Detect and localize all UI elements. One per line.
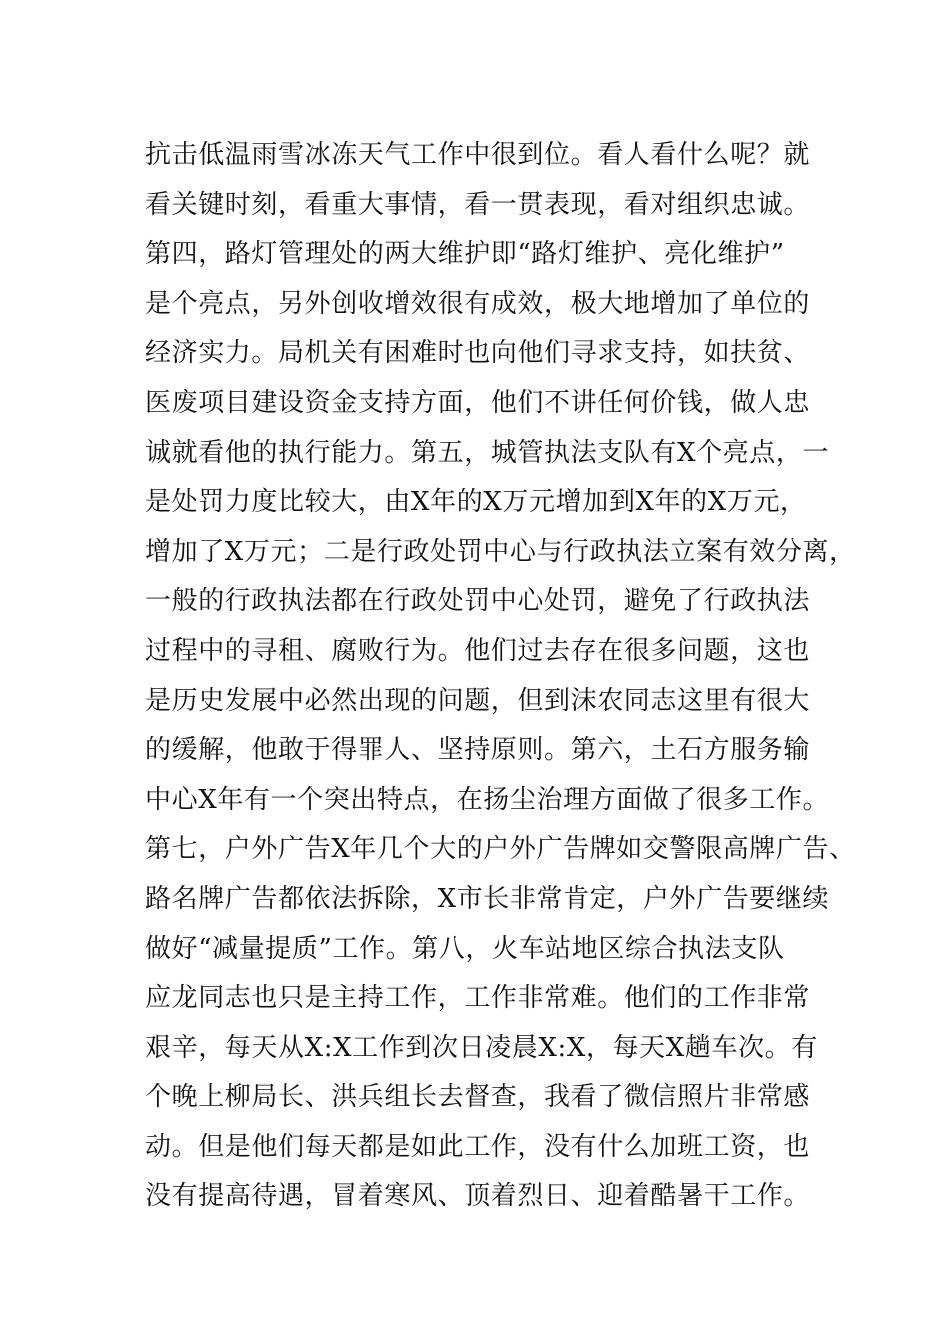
text-line: 第七，户外广告X年几个大的户外广告牌如交警限高牌广告、 <box>145 834 856 865</box>
body-text <box>145 131 856 1222</box>
text-line: 第四，路灯管理处的两大维护即“路灯维护、亮化维护” <box>145 239 785 270</box>
text-line: 一般的行政执法都在行政处罚中心处罚，避免了行政执法 <box>145 586 811 617</box>
text-line: 艰辛，每天从X:X工作到次日凌晨X:X，每天X趟车次。有 <box>145 1032 818 1063</box>
text-line: 是个亮点，另外创收增效很有成效，极大地增加了单位的 <box>145 288 811 319</box>
text-line: 中心X年有一个突出特点，在扬尘治理方面做了很多工作。 <box>145 784 830 815</box>
text-line: 是处罚力度比较大，由X年的X万元增加到X年的X万元， <box>145 487 807 518</box>
text-line: 抗击低温雨雪冰冻天气工作中很到位。看人看什么呢？就 <box>145 140 811 170</box>
text-line: 增加了X万元；二是行政处罚中心与行政执法立案有效分离， <box>145 536 856 567</box>
text-line: 动。但是他们每天都是如此工作，没有什么加班工资，也 <box>145 1131 811 1162</box>
text-line: 医废项目建设资金支持方面，他们不讲任何价钱，做人忠 <box>145 387 811 418</box>
text-line: 应龙同志也只是主持工作，工作非常难。他们的工作非常 <box>145 983 811 1014</box>
text-line: 没有提高待遇，冒着寒风、顶着烈日、迎着酷暑干工作。 <box>145 1181 811 1212</box>
text-line: 路名牌广告都依法拆除，X市长非常肯定，户外广告要继续 <box>145 883 830 914</box>
text-line: 经济实力。局机关有困难时也向他们寻求支持，如扶贫、 <box>145 338 811 369</box>
text-line: 过程中的寻租、腐败行为。他们过去存在很多问题，这也 <box>145 635 811 666</box>
text-line: 看关键时刻，看重大事情，看一贯表现，看对组织忠诚。 <box>145 189 811 220</box>
text-line: 做好“减量提质”工作。第八，火车站地区综合执法支队 <box>145 933 785 964</box>
text-line: 诚就看他的执行能力。第五，城管执法支队有X个亮点，一 <box>145 437 830 468</box>
text-line: 是历史发展中必然出现的问题，但到沫农同志这里有很大 <box>145 685 811 716</box>
text-line: 的缓解，他敢于得罪人、坚持原则。第六，土石方服务输 <box>145 735 811 766</box>
text-line: 个晚上柳局长、洪兵组长去督查，我看了微信照片非常感 <box>145 1082 811 1113</box>
